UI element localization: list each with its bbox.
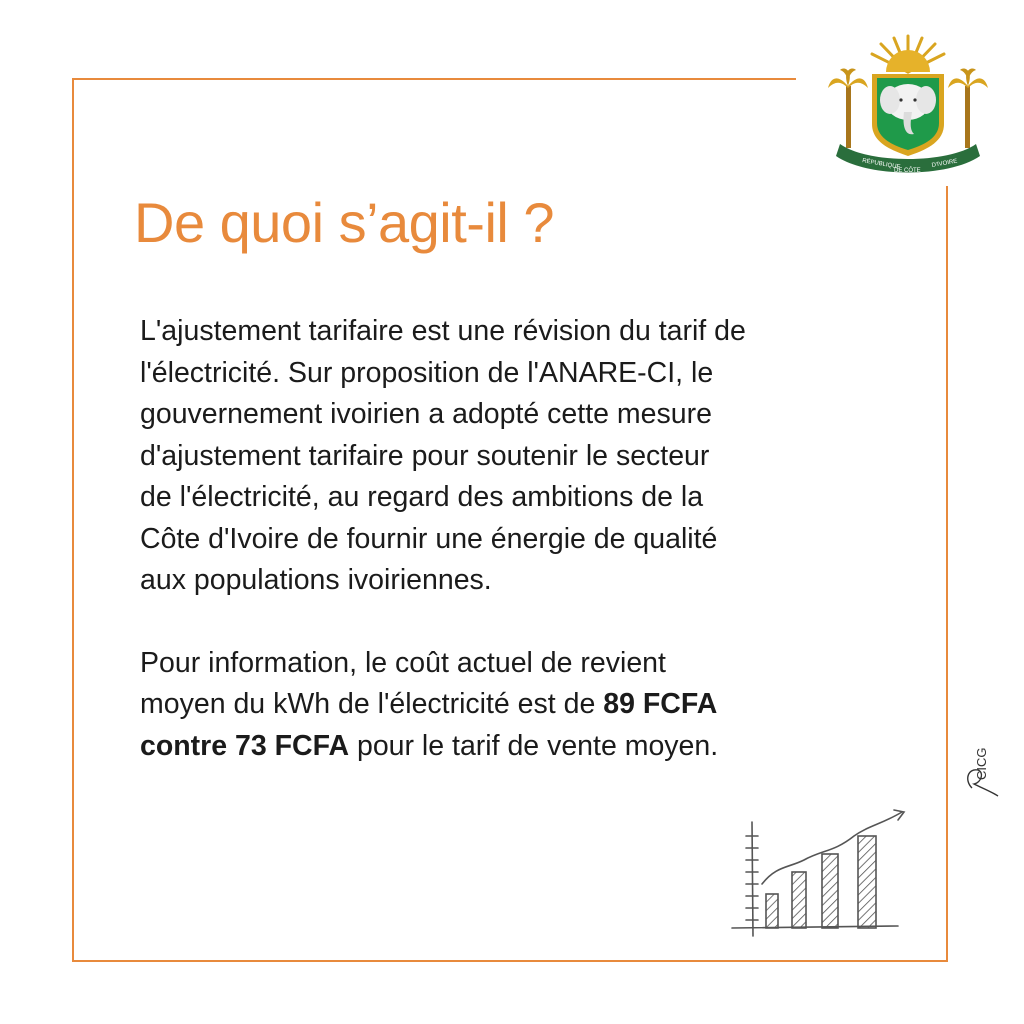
growth-bar-chart-sketch-icon — [726, 806, 906, 942]
paragraph-2-text: pour le tarif de vente moyen. — [349, 729, 719, 762]
frame-right-border — [946, 186, 948, 962]
signature-text: CICG — [974, 747, 989, 780]
paragraph-1-line: l'électricité. Sur proposition de l'ANARE-CI, le — [140, 356, 714, 389]
paragraph-1-line: d'ajustement tarifaire pour soutenir le secteur — [140, 439, 710, 472]
paragraph-1-line: Côte d'Ivoire de fournir une énergie de qualité — [140, 522, 718, 555]
cost-price-highlight: 89 FCFA — [603, 688, 718, 720]
svg-text:DE CÔTE: DE CÔTE — [894, 168, 921, 174]
frame-top-border — [72, 78, 796, 80]
body-text — [140, 311, 880, 767]
svg-text:D'IVOIRE: D'IVOIRE — [931, 158, 958, 169]
paragraph-1-line: L'ajustement tarifaire est une révision du tarif de — [140, 315, 746, 347]
paragraph-1-line: gouvernement ivoirien a adopté cette mesure — [140, 398, 712, 430]
paragraph-2-line — [140, 726, 880, 768]
paragraph-1-line: aux populations ivoiriennes. — [140, 564, 492, 596]
cicg-signature-logo — [962, 708, 1002, 798]
paragraph-2-line: Pour information, le coût actuel de revient — [140, 646, 666, 679]
paragraph-2-text: moyen du kWh de l'électricité est de — [140, 688, 604, 720]
coat-of-arms-emblem — [828, 32, 988, 182]
paragraph-1-line: de l'électricité, au regard des ambitions de la — [140, 481, 704, 513]
sale-price-highlight: contre 73 FCFA — [140, 729, 350, 762]
frame-bottom-border — [72, 960, 948, 962]
paragraph-2-line — [140, 684, 880, 726]
frame-left-border — [72, 78, 74, 962]
section-heading: De quoi s’agit-il ? — [134, 191, 555, 254]
svg-text:RÉPUBLIQUE: RÉPUBLIQUE — [861, 158, 901, 171]
